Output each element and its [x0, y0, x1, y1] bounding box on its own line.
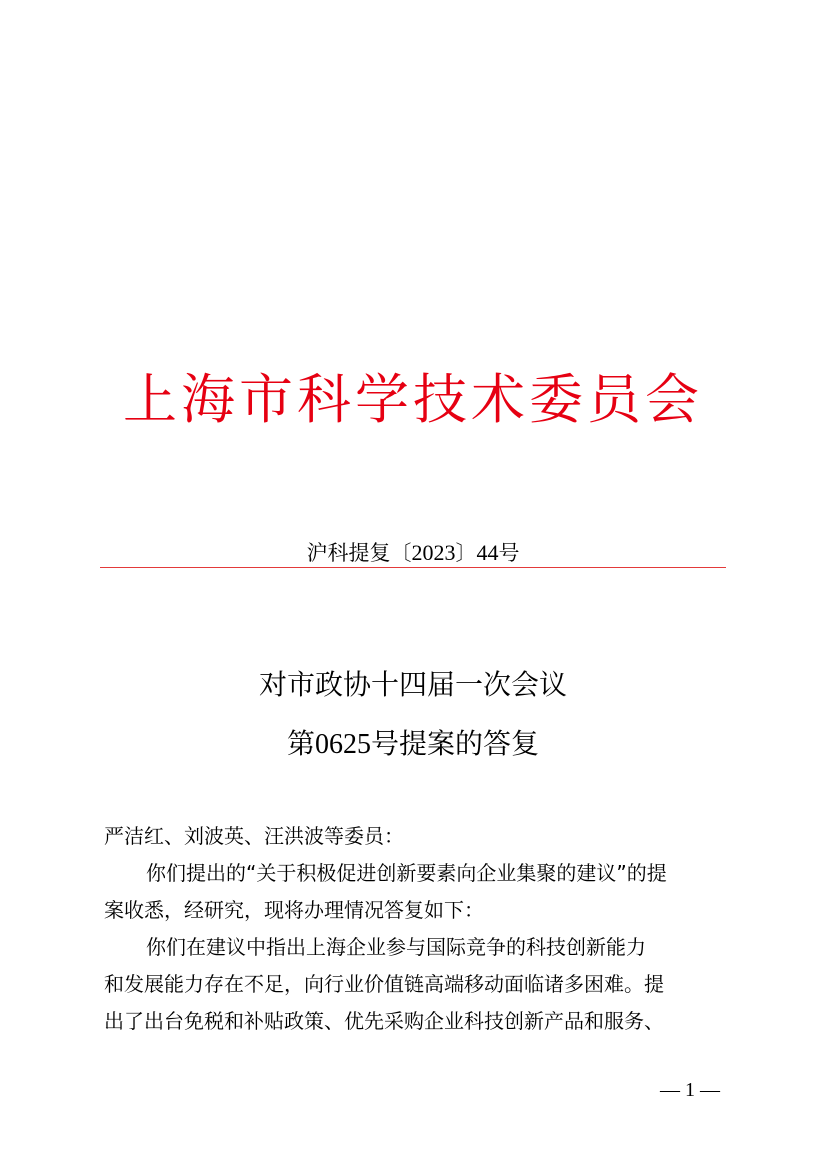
- red-divider-line: [100, 567, 726, 568]
- title-suffix: 号提案的答复: [371, 727, 540, 760]
- document-number-year: 2023: [411, 540, 456, 565]
- document-title-line-2: [0, 724, 826, 765]
- paragraph-1-line-1: 你们提出的“关于积极促进创新要素向企业集聚的建议”的提: [146, 861, 667, 885]
- paragraph-2-line-2: 和发展能力存在不足，向行业价值链高端移动面临诸多困难。提: [104, 972, 664, 996]
- issuing-authority-masthead: 上海市科学技术委员会: [123, 368, 703, 431]
- document-number-suffix: 号: [498, 541, 520, 565]
- paragraph-2: [104, 929, 726, 1040]
- paragraph-2-line-3: 出了出台免税和补贴政策、优先采购企业科技创新产品和服务、: [104, 1009, 664, 1033]
- document-body: [104, 818, 726, 1040]
- salutation: 严洁红、刘波英、汪洪波等委员：: [104, 824, 404, 848]
- proposal-number: 0625: [315, 729, 371, 760]
- document-number-prefix: 沪科提复〔: [306, 541, 412, 565]
- paragraph-1-line-2: 案收悉，经研究，现将办理情况答复如下：: [104, 898, 484, 922]
- page-number: — 1 —: [660, 1079, 720, 1101]
- document-number-value: 44: [476, 540, 499, 565]
- document-title-line-1: 对市政协十四届一次会议: [258, 668, 567, 701]
- paragraph-1: [104, 855, 726, 929]
- document-number-bracket: 〕: [455, 541, 477, 565]
- paragraph-2-line-1: 你们在建议中指出上海企业参与国际竞争的科技创新能力: [146, 935, 646, 959]
- title-prefix: 第: [286, 727, 315, 760]
- document-number: [0, 537, 826, 569]
